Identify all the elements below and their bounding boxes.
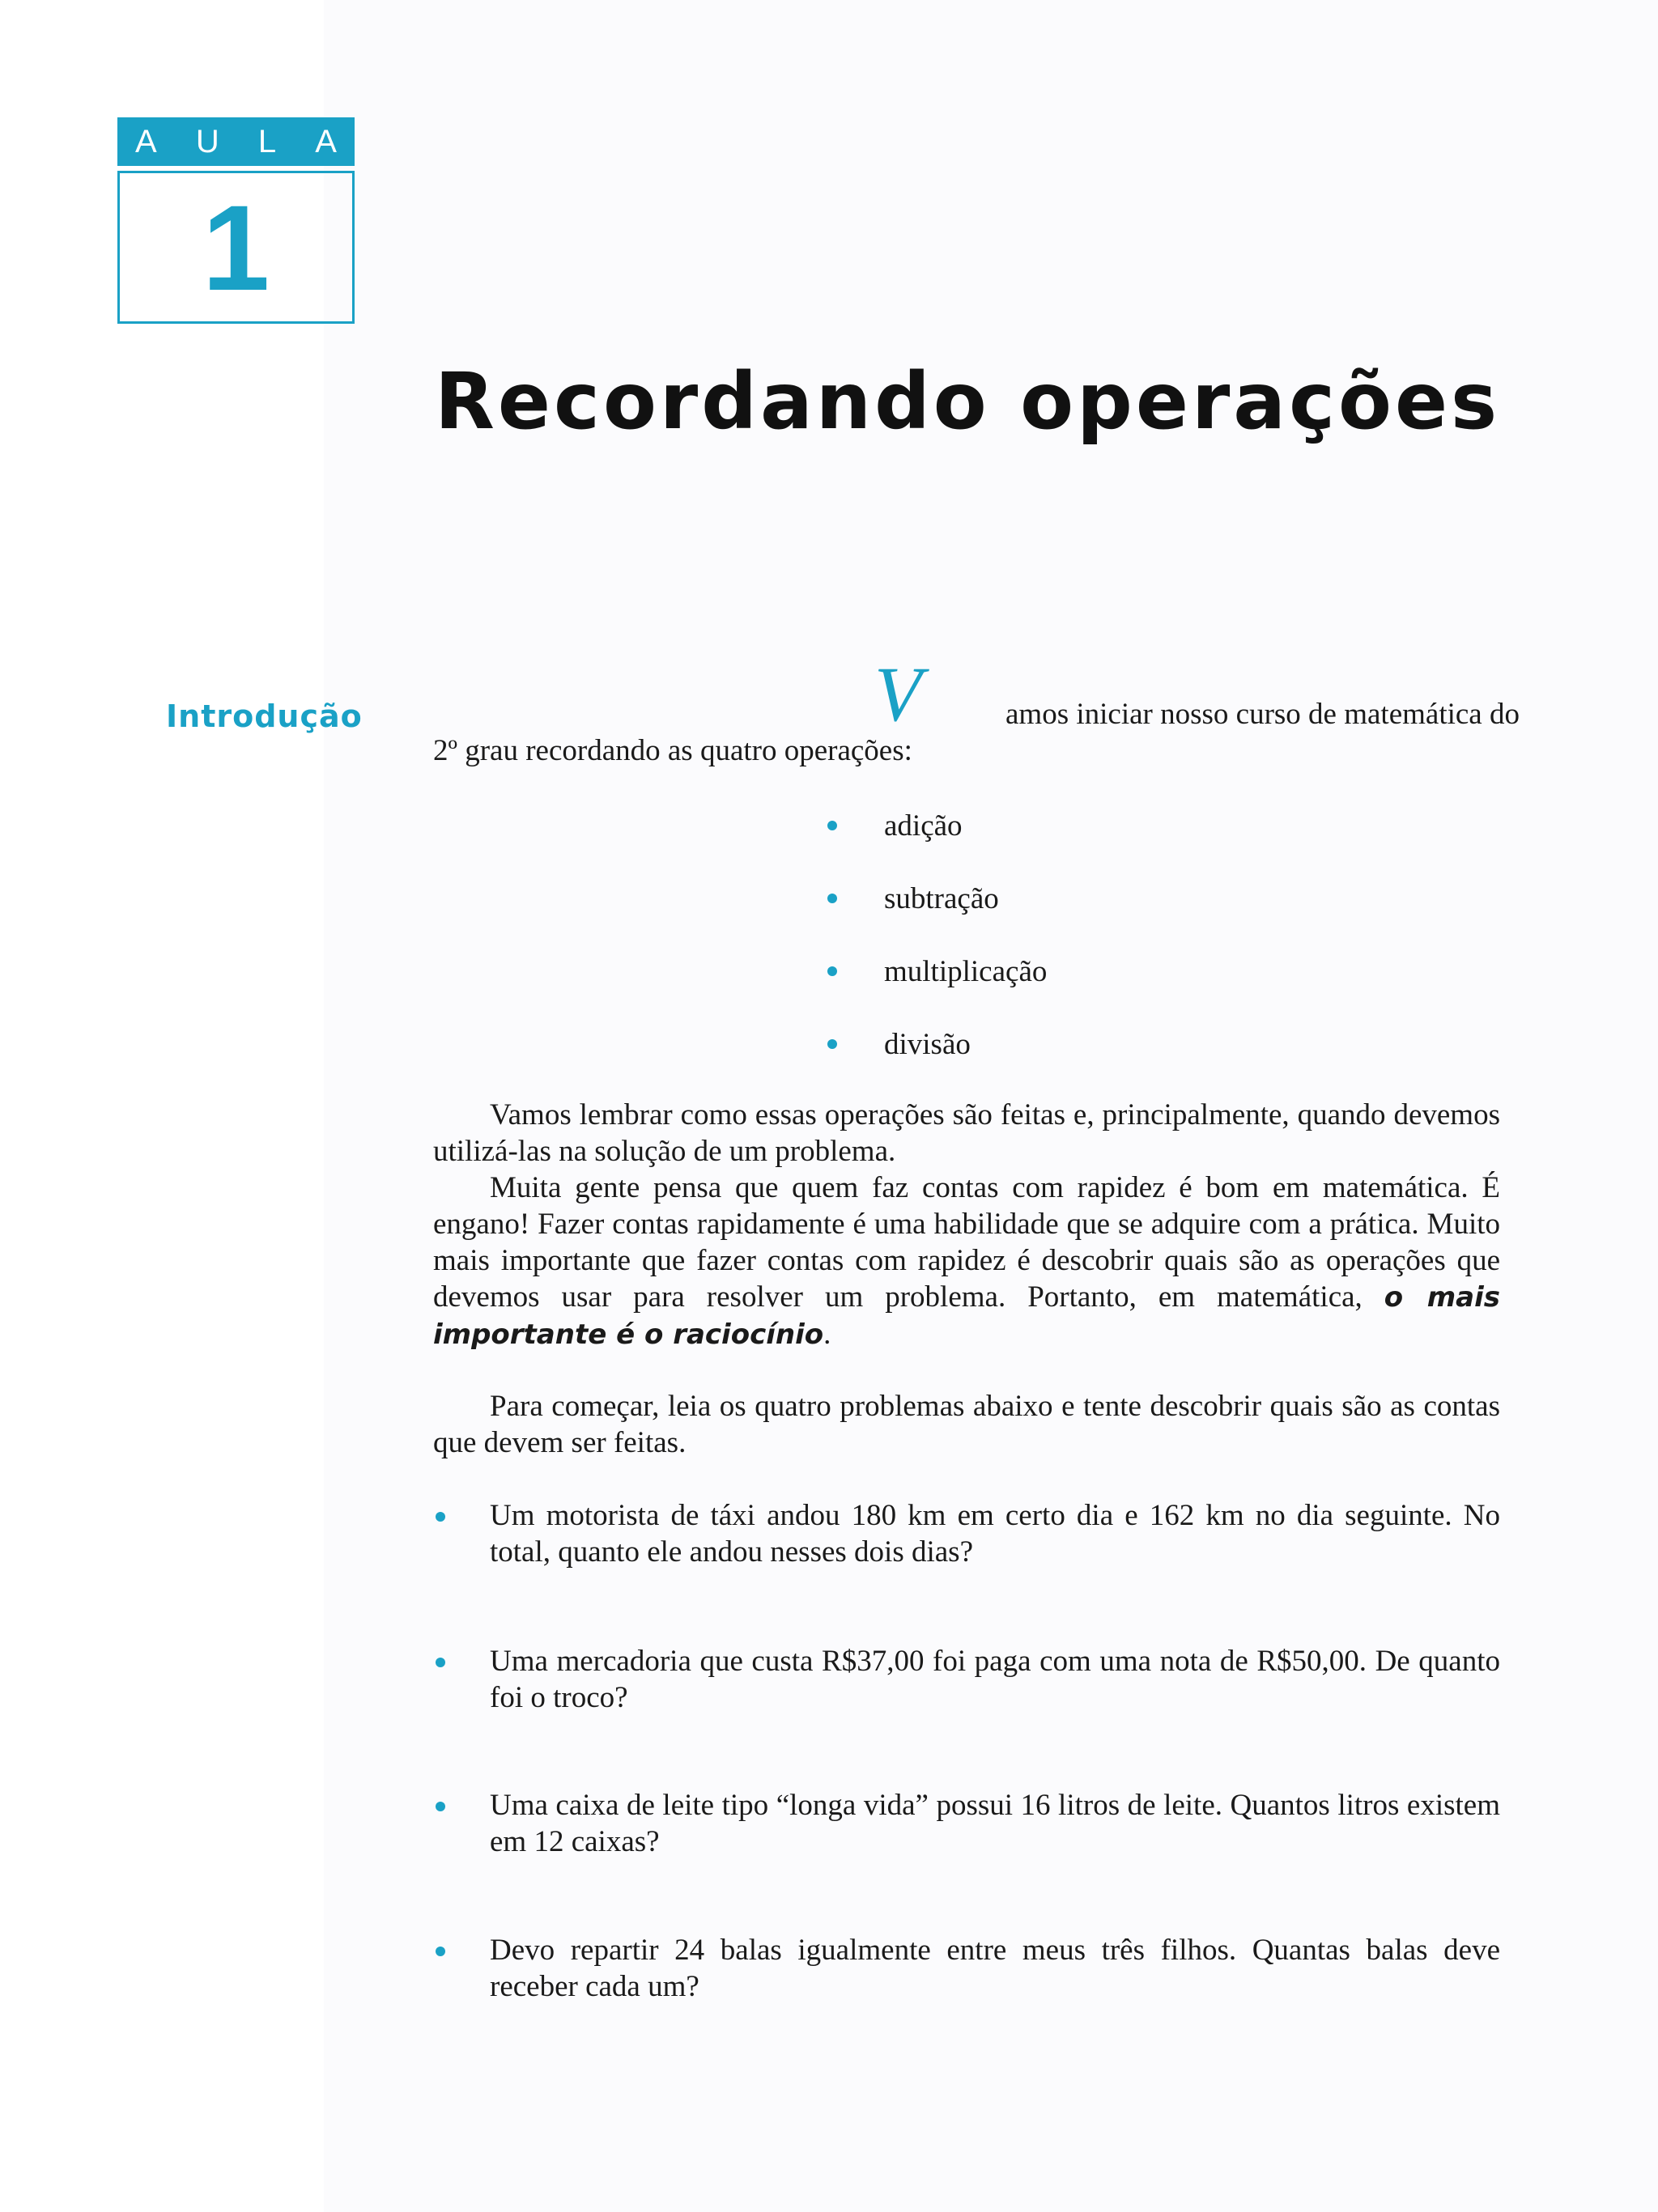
problem-text: Uma caixa de leite tipo “longa vida” possui 16 litros de leite. Quantos litros existem em 12 caixas? <box>490 1789 1500 1858</box>
lesson-badge <box>117 117 355 324</box>
lesson-badge-header <box>117 117 355 166</box>
bullet-icon <box>827 1039 837 1049</box>
bullet-icon <box>436 1512 445 1522</box>
section-label: Introdução <box>166 698 363 734</box>
lesson-number: 1 <box>202 179 270 316</box>
operation-label: divisão <box>884 1028 971 1061</box>
lesson-badge-letter: L <box>257 123 277 159</box>
paragraph-instructions: Para começar, leia os quatro problemas abaixo e tente descobrir quais são as contas que devem ser feitas. <box>433 1390 1500 1459</box>
bullet-icon <box>436 1802 445 1811</box>
operation-label: multiplicação <box>884 955 1048 988</box>
paragraph-end: . <box>823 1318 831 1351</box>
operation-label: adição <box>884 809 963 843</box>
bullet-icon <box>436 1658 445 1667</box>
bullet-icon <box>827 821 837 830</box>
problem-item <box>433 1932 1500 2005</box>
problem-item <box>433 1643 1500 1716</box>
bullet-icon <box>827 966 837 976</box>
list-item <box>826 953 1047 1026</box>
intro-line-2: 2º grau recordando as quatro operações: <box>433 734 912 767</box>
bullet-icon <box>827 894 837 903</box>
list-item <box>826 881 1047 953</box>
lesson-number-box <box>117 171 355 324</box>
paragraph-reminder: Vamos lembrar como essas operações são feitas e, principalmente, quando devemos utilizá-las na solução de um problema. <box>433 1098 1500 1168</box>
list-item <box>826 808 1047 881</box>
intro-line-1: amos iniciar nosso curso de matemática do <box>1005 698 1520 731</box>
problem-text: Um motorista de táxi andou 180 km em certo dia e 162 km no dia seguinte. No total, quanto ele andou nesses dois dias? <box>490 1499 1500 1569</box>
paragraph-reasoning <box>433 1170 1500 1353</box>
lesson-badge-letter: U <box>195 123 219 159</box>
operation-label: subtração <box>884 882 999 915</box>
problem-text: Devo repartir 24 balas igualmente entre meus três filhos. Quantas balas deve receber cada um? <box>490 1934 1500 2003</box>
lesson-badge-letter: A <box>135 123 157 159</box>
lesson-badge-letter: A <box>315 123 337 159</box>
operations-list <box>826 808 1047 1099</box>
problem-text: Uma mercadoria que custa R$37,00 foi paga com uma nota de R$50,00. De quanto foi o troco? <box>490 1645 1500 1714</box>
list-item <box>826 1026 1047 1099</box>
paragraph-text: Muita gente pensa que quem faz contas com rapidez é bom em matemática. É engano! Fazer contas rapidamente é uma habilidade que se adquire com a prática. Muito mais importante que fazer contas com rapidez é descobrir quais são as operações que devemos usar para resolver um problema. Portanto, em matemática, <box>433 1171 1500 1314</box>
problem-item <box>433 1787 1500 1860</box>
page-title: Recordando operações <box>435 356 1501 447</box>
bullet-icon <box>436 1947 445 1956</box>
emphasis-text: o mais importante é o raciocínio <box>433 1281 1500 1351</box>
drop-cap: V <box>874 651 922 737</box>
problem-item <box>433 1497 1500 1570</box>
